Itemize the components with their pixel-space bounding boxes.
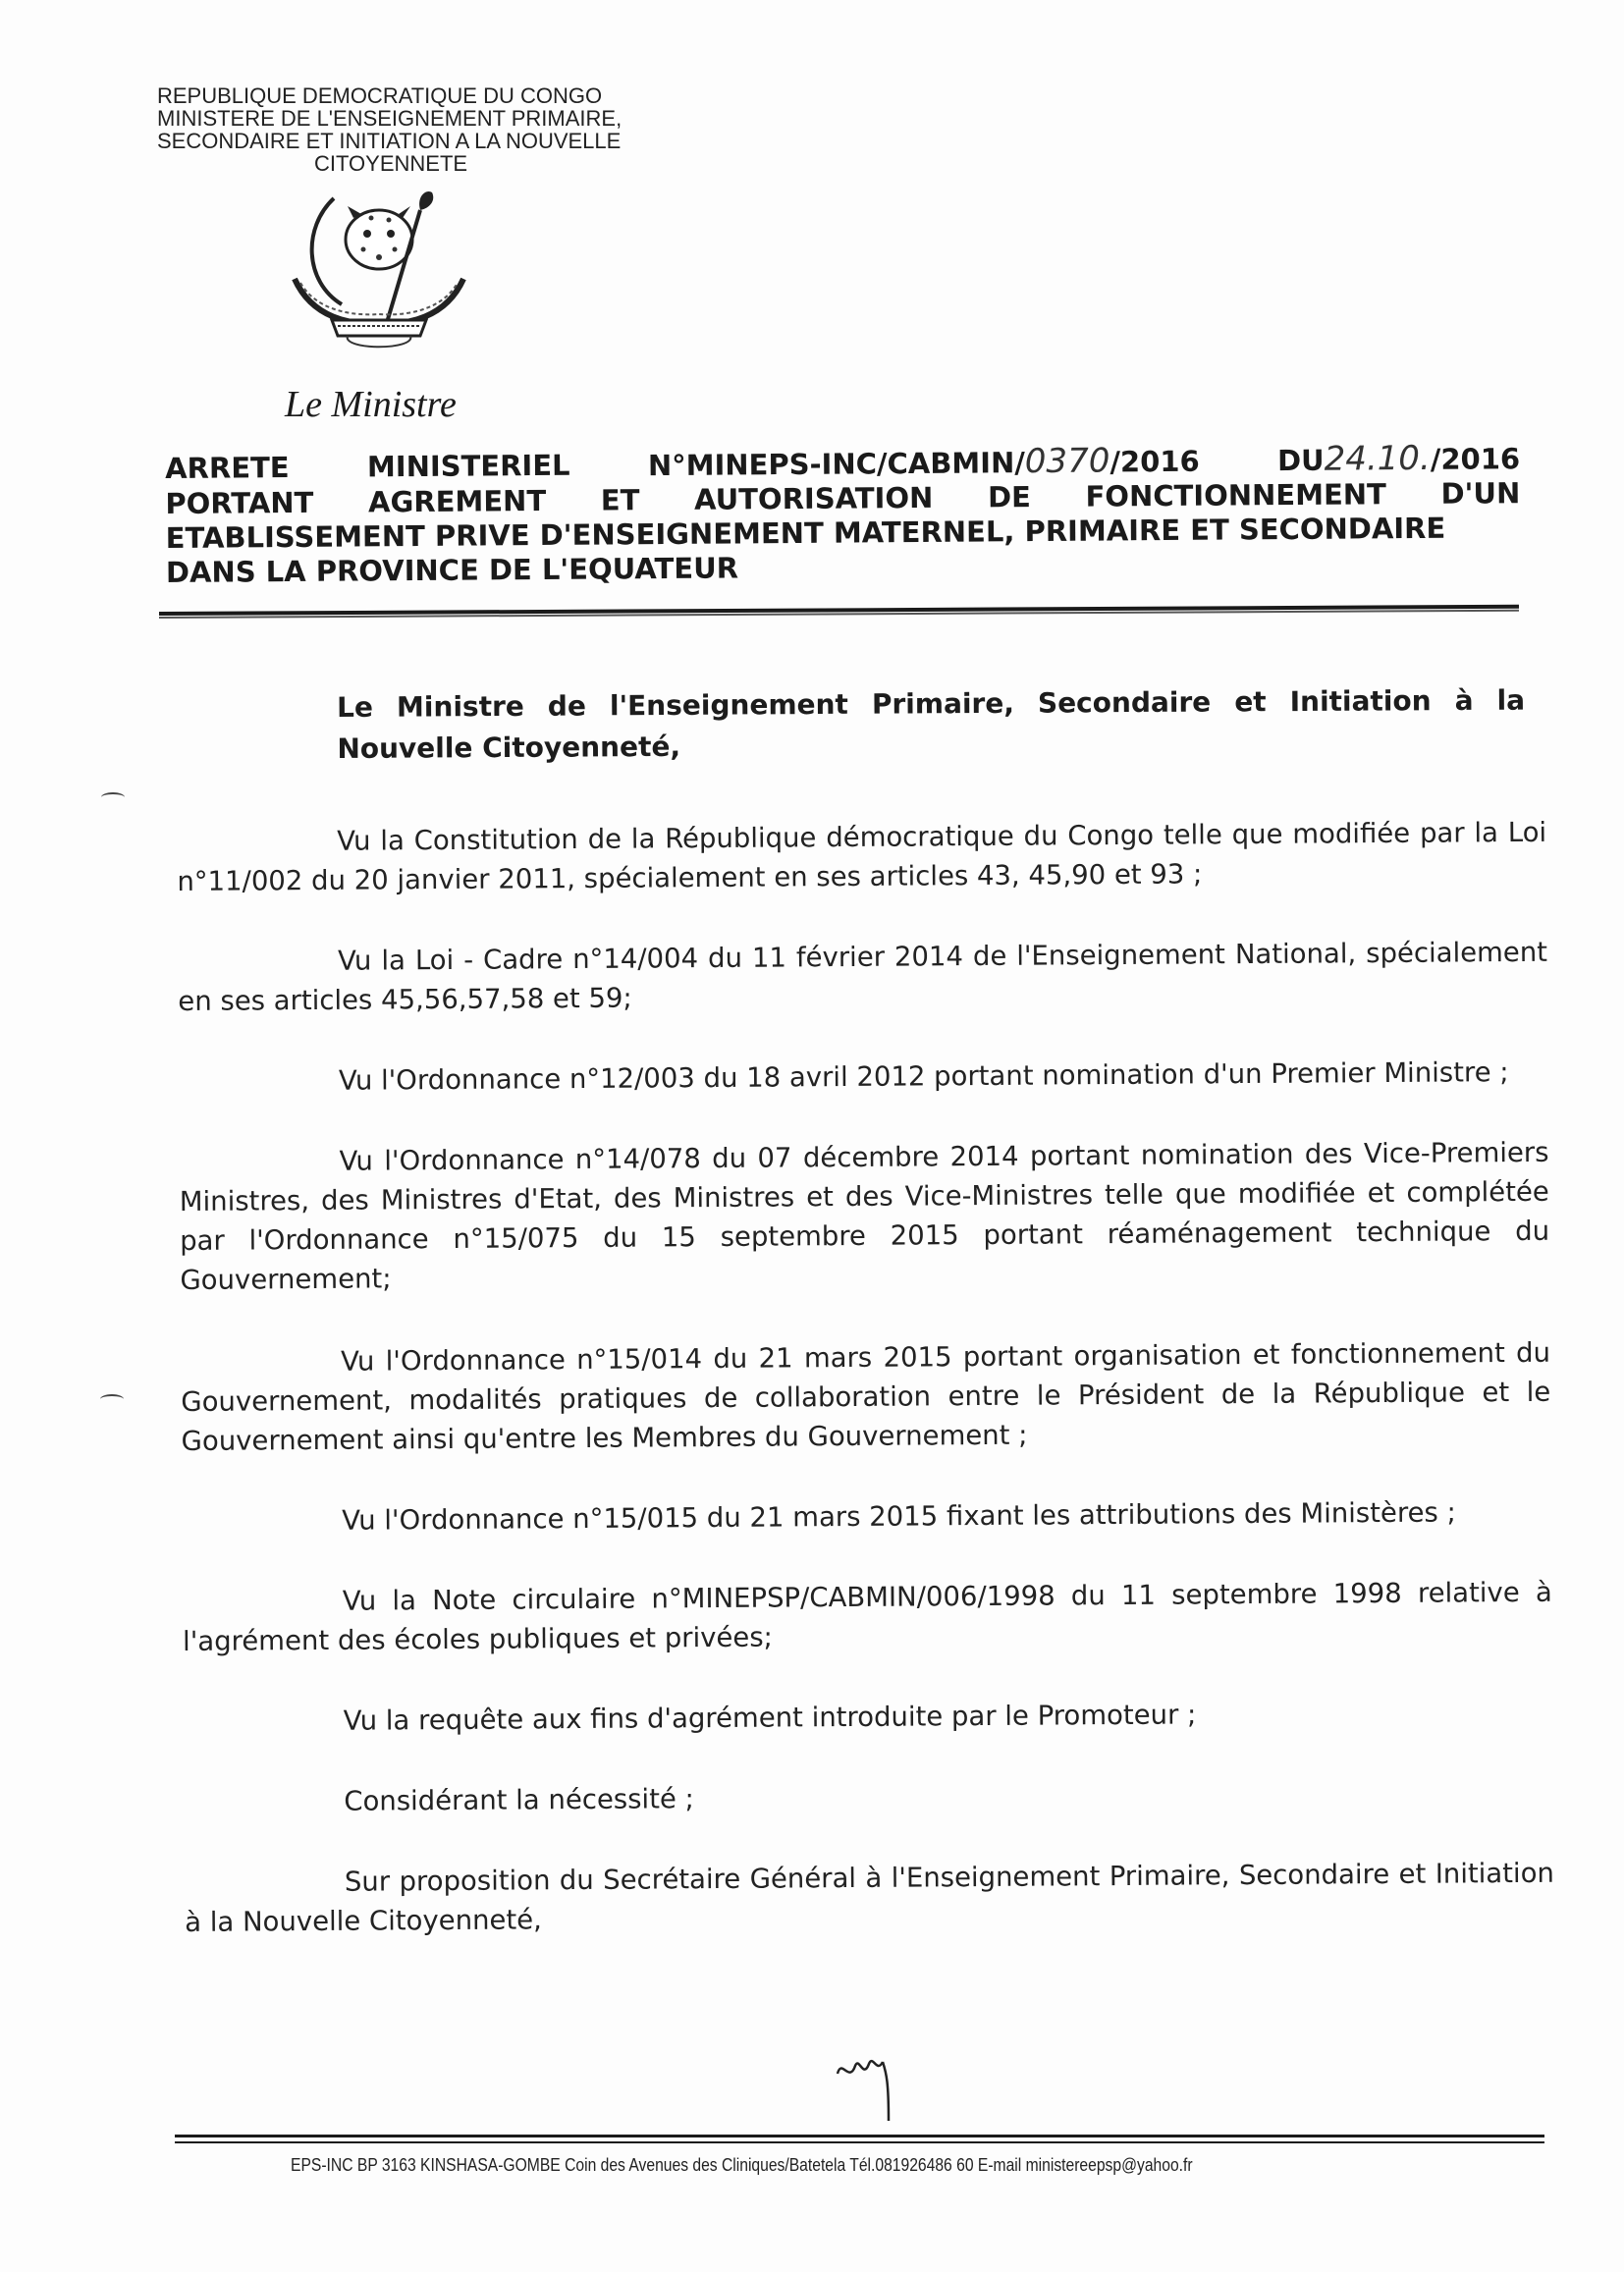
coat-of-arms-emblem [273,189,479,355]
decree-date-suffix: /2016 [1430,442,1521,476]
decree-number-suffix: /2016 [1110,444,1200,479]
preamble-paragraph: Sur proposition du Secrétaire Général à l'Enseignement Primaire, Secondaire et Initiation à la Nouvelle Citoyenneté, [185,1857,1554,1938]
margin-mark [100,1394,124,1404]
preamble-paragraph: Vu l'Ordonnance n°15/014 du 21 mars 2015 portant organisation et fonctionnement du Gouvernement, modalités pratiques de collaboration entre le Président de la République et le Gouvernement ainsi qu'entre les Membres du Gouvernement ; [181,1336,1551,1457]
minister-heading: Le Ministre de l'Enseignement Primaire, Secondaire et Initiation à la Nouvelle Citoyenneté, [337,683,1526,765]
decree-title-label: ARRETE [165,451,290,485]
letterhead-line-ministry: MINISTERE DE L'ENSEIGNEMENT PRIMAIRE, [157,106,623,131]
decree-preamble [177,813,1554,1942]
preamble-paragraph: Vu l'Ordonnance n°12/003 du 18 avril 2012 portant nomination d'un Premier Ministre ; [338,1056,1509,1097]
preamble-paragraph: Vu la Constitution de la République démocratique du Congo telle que modifiée par la Loi n°11/002 du 20 janvier 2011, spécialement en ses articles 43, 45,90 et 93 ; [177,816,1547,897]
decree-title [165,438,1521,590]
decree-title-word: AGREMENT [367,483,547,519]
decree-number-prefix: N°MINEPS-INC/CABMIN/ [647,446,1025,483]
preamble-paragraph: Vu l'Ordonnance n°15/015 du 21 mars 2015 fixant les attributions des Ministères ; [342,1496,1456,1537]
footer-rule-secondary [175,2141,1544,2143]
decree-title-word: DE [987,480,1032,514]
decree-number [647,441,1200,483]
decree-date-prefix: DU [1276,443,1325,478]
decree-title-word: FONCTIONNEMENT [1085,477,1386,514]
letterhead-line-country: REPUBLIQUE DEMOCRATIQUE DU CONGO [157,83,603,108]
letterhead [157,84,707,175]
handwritten-initials [830,2044,908,2123]
decree-number-handwritten: 0370 [1024,441,1110,482]
preamble-paragraph: Vu la Loi - Cadre n°14/004 du 11 février 2014 de l'Enseignement National, spécialement en ses articles 45,56,57,58 et 59; [178,936,1548,1017]
preamble-paragraph: Vu la requête aux fins d'agrément introduite par le Promoteur ; [343,1699,1197,1737]
decree-title-word: ET [600,483,640,517]
footer-rule [175,2135,1544,2137]
footer-contact: EPS-INC BP 3163 KINSHASA-GOMBE Coin des Avenues des Cliniques/Batetela Tél.081926486 60 E-mail ministereepsp@yahoo.fr [291,2155,1193,2175]
decree-title-word: PORTANT [165,485,314,520]
letterhead-line-citoyennete: CITOYENNETE [314,151,468,176]
decree-title-kind: MINISTERIEL [366,448,570,484]
decree-title-word: D'UN [1440,476,1521,511]
decree-date-handwritten: 24.10. [1324,438,1431,479]
decree-title-word: AUTORISATION [693,480,934,516]
decree-date [1276,438,1521,479]
preamble-paragraph: Vu l'Ordonnance n°14/078 du 07 décembre 2014 portant nomination des Vice-Premiers Ministres, des Ministres d'Etat, des Ministres et des Vice-Ministres telle que modifiée et complétée par l'Ordonnance n°15/075 du 15 septembre 2015 portant réaménagement technique du Gouvernement; [179,1136,1550,1296]
decree-title-line-4: DANS LA PROVINCE DE L'EQUATEUR [165,551,739,589]
margin-mark [101,792,125,802]
minister-signature-title: Le Ministre [285,384,457,425]
decree-title-line-3: ETABLISSEMENT PRIVE D'ENSEIGNEMENT MATERNEL, PRIMAIRE ET SECONDAIRE [165,511,1446,555]
preamble-paragraph: Vu la Note circulaire n°MINEPSP/CABMIN/006/1998 du 11 septembre 1998 relative à l'agrément des écoles publiques et privées; [182,1576,1552,1657]
letterhead-line-ministry-cont: SECONDAIRE ET INITIATION A LA NOUVELLE [157,129,622,153]
preamble-paragraph: Considérant la nécessité ; [344,1783,694,1817]
